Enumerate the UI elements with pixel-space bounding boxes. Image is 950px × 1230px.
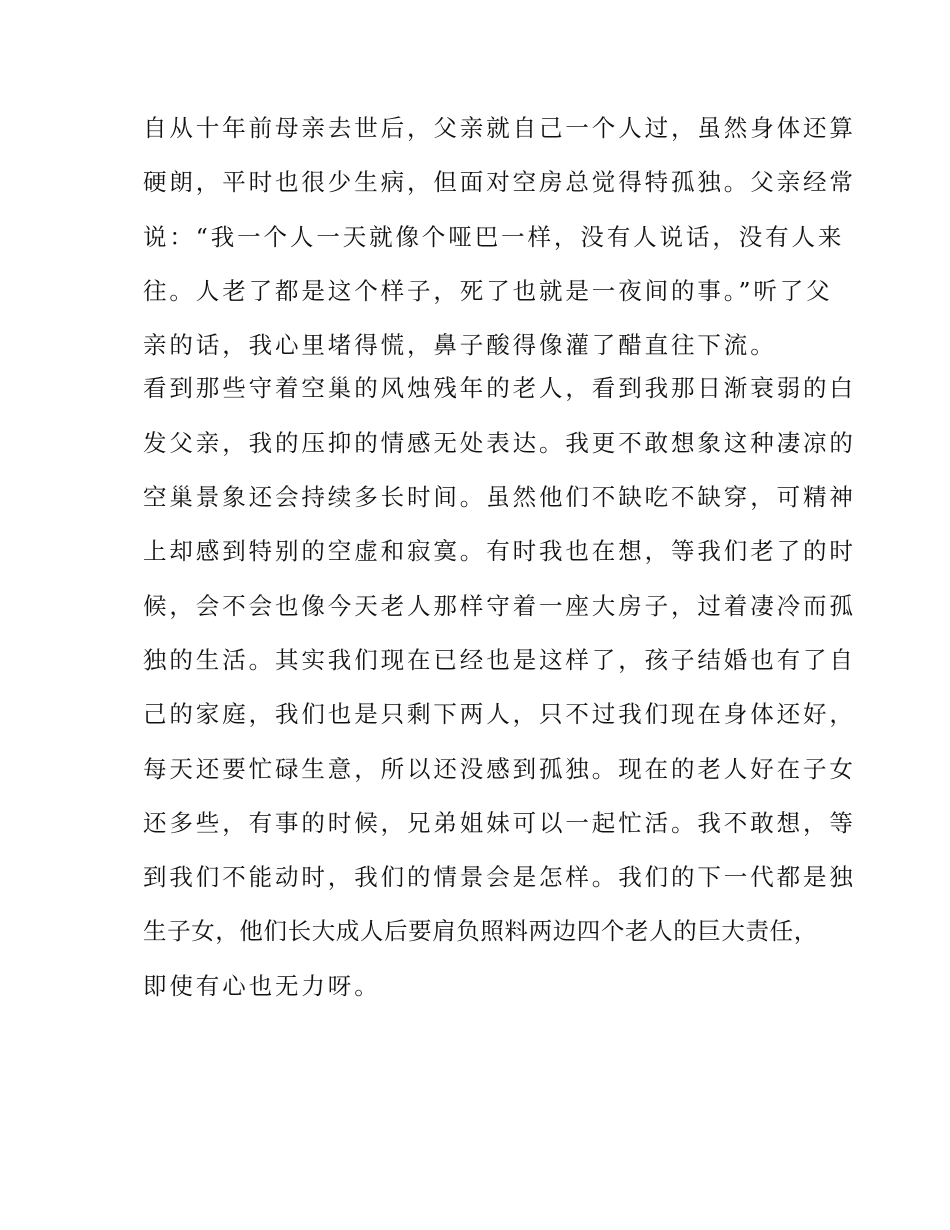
- text-line: 发父亲，我的压抑的情感无处表达。我更不敢想象这种凄凉的: [143, 428, 856, 457]
- text-line: 上却感到特别的空虚和寂寞。有时我也在想，等我们老了的时: [143, 537, 856, 566]
- text-line: 自从十年前母亲去世后，父亲就自己一个人过，虽然身体还算: [143, 114, 856, 142]
- text-line: 亲的话，我心里堵得慌，鼻子酸得像灌了醋直往下流。: [143, 331, 777, 360]
- text-line: 到我们不能动时，我们的情景会是怎样。我们的下一代都是独: [143, 863, 856, 892]
- text-line: 己的家庭，我们也是只剩下两人，只不过我们现在身体还好，: [143, 700, 856, 729]
- text-line: 每天还要忙碌生意，所以还没感到孤独。现在的老人好在子女: [143, 754, 856, 783]
- text-line: 还多些，有事的时候，兄弟姐妹可以一起忙活。我不敢想，等: [143, 808, 856, 837]
- text-line: 硬朗，平时也很少生病，但面对空房总觉得特孤独。父亲经常: [143, 168, 856, 197]
- text-line: 独的生活。其实我们现在已经也是这样了，孩子结婚也有了自: [143, 645, 856, 674]
- text-line: 看到那些守着空巢的风烛残年的老人，看到我那日渐衰弱的白: [143, 374, 856, 403]
- text-line: 即使有心也无力呀。: [143, 971, 381, 1000]
- text-line: 说：“我一个人一天就像个哑巴一样，没有人说话，没有人来: [143, 222, 845, 251]
- text-line: 空巢景象还会持续多长时间。虽然他们不缺吃不缺穿，可精神: [143, 483, 856, 512]
- paragraph-2: [143, 368, 856, 1005]
- text-line: 往。人老了都是这个样子，死了也就是一夜间的事。”听了父: [143, 276, 833, 305]
- text-line: 生子女，他们长大成人后要肩负照料两边四个老人的巨大责任，: [143, 917, 818, 946]
- document-body: [143, 108, 856, 1020]
- text-line: 候，会不会也像今天老人那样守着一座大房子，过着凄冷而孤: [143, 591, 856, 620]
- paragraph-1: [143, 108, 856, 365]
